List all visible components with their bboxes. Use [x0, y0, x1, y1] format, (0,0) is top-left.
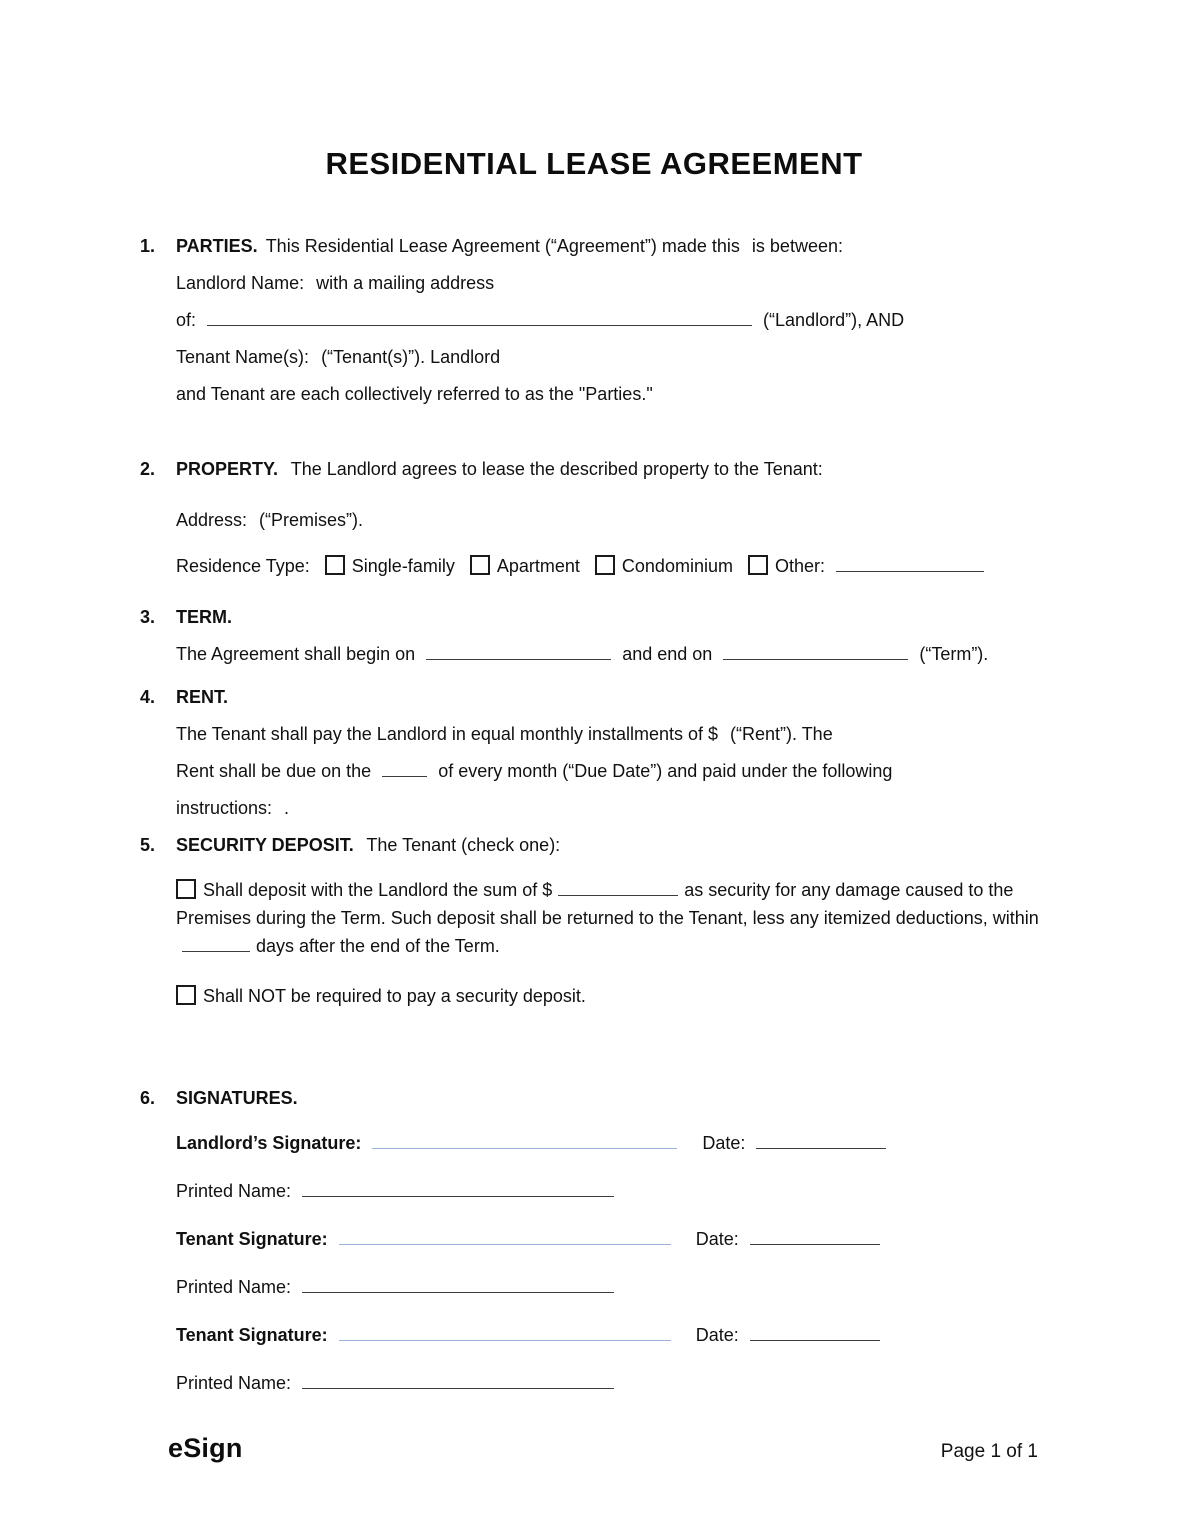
section-number: 3.: [140, 607, 156, 627]
rent-instructions-line: [176, 790, 1048, 827]
deposit-intro-text: The Tenant (check one):: [366, 835, 561, 855]
term-start-date-field[interactable]: [426, 643, 611, 660]
deposit-option2-text: Shall NOT be required to pay a security deposit.: [203, 986, 586, 1006]
residence-type-line: [176, 548, 1048, 585]
other-checkbox[interactable]: [748, 555, 768, 575]
section-heading: RENT.: [176, 687, 229, 707]
deposit-option-2: [176, 982, 1048, 1010]
term-end-date-field[interactable]: [723, 643, 908, 660]
deposit-option1-text-c: days after the end of the Term.: [256, 936, 500, 956]
rent-amount-tail: (“Rent”). The: [730, 724, 833, 744]
apartment-label: Apartment: [496, 556, 580, 576]
printed-name-label: Printed Name:: [176, 1181, 292, 1201]
residence-type-label: Residence Type:: [176, 556, 310, 576]
security-deposit-checkbox[interactable]: [176, 879, 196, 899]
rent-amount-text: The Tenant shall pay the Landlord in equal monthly installments of $: [176, 724, 719, 744]
date-label: Date:: [702, 1133, 746, 1153]
parties-intro-tail: is between:: [751, 236, 843, 256]
section-heading: SECURITY DEPOSIT.: [176, 835, 354, 855]
landlord-printed-name-row: [176, 1177, 1048, 1205]
parties-closing-line: and Tenant are each collectively referred to as the "Parties.": [176, 384, 653, 404]
section-heading: PARTIES.: [176, 236, 258, 256]
section-number: 4.: [140, 687, 156, 707]
rent-heading-line: [176, 679, 1048, 716]
landlord-name-line: [176, 265, 1048, 302]
parties-intro-line: [176, 228, 1048, 265]
condominium-checkbox[interactable]: [595, 555, 615, 575]
tenant-printed-name-row-1: [176, 1273, 1048, 1301]
page-number: Page 1 of 1: [940, 1441, 1038, 1462]
condominium-label: Condominium: [621, 556, 733, 576]
section-rent: [140, 679, 1048, 827]
page-footer: [168, 1433, 1038, 1464]
deposit-heading-line: [176, 827, 1048, 864]
esign-logo: eSign: [168, 1433, 243, 1463]
property-intro-text: The Landlord agrees to lease the described property to the Tenant:: [290, 459, 823, 479]
other-label: Other:: [774, 556, 826, 576]
section-property: [140, 451, 1048, 585]
section-security-deposit: [140, 827, 1048, 1010]
landlord-signature-field[interactable]: [372, 1132, 677, 1149]
rent-due-line: [176, 753, 1048, 790]
tenant-signature-field-1[interactable]: [339, 1228, 671, 1245]
address-label: Address:: [176, 510, 248, 530]
tenant-name-line: [176, 339, 1048, 376]
section-signatures: [140, 1080, 1048, 1417]
deposit-amount-field[interactable]: [558, 879, 678, 896]
tenant-printed-name-field-1[interactable]: [302, 1276, 614, 1293]
tenant-printed-name-row-2: [176, 1369, 1048, 1397]
property-address-line: [176, 502, 1048, 539]
section-number: 2.: [140, 459, 156, 479]
landlord-printed-name-field[interactable]: [302, 1180, 614, 1197]
term-heading-line: [176, 599, 1048, 636]
section-heading: PROPERTY.: [176, 459, 279, 479]
printed-name-label: Printed Name:: [176, 1277, 292, 1297]
term-begin-text: The Agreement shall begin on: [176, 644, 416, 664]
section-number: 5.: [140, 835, 156, 855]
tenant-name-tail: (“Tenant(s)”). Landlord: [321, 347, 501, 367]
rent-due-text: Rent shall be due on the: [176, 761, 372, 781]
premises-tail: (“Premises”).: [259, 510, 364, 530]
landlord-address-tail: (“Landlord”), AND: [763, 310, 905, 330]
section-number: 1.: [140, 236, 156, 256]
landlord-signature-date-field[interactable]: [756, 1132, 886, 1149]
single-family-label: Single-family: [351, 556, 455, 576]
tenant-signature-field-2[interactable]: [339, 1324, 671, 1341]
landlord-address-line: [176, 302, 1048, 339]
rent-due-day-field[interactable]: [382, 760, 427, 777]
deposit-option-1: [176, 876, 1048, 960]
landlord-name-label: Landlord Name:: [176, 273, 305, 293]
no-deposit-checkbox[interactable]: [176, 985, 196, 1005]
tenant-name-label: Tenant Name(s):: [176, 347, 310, 367]
rent-amount-line: [176, 716, 1048, 753]
parties-intro-text: This Residential Lease Agreement (“Agreement”) made this: [265, 236, 740, 256]
document-title: RESIDENTIAL LEASE AGREEMENT: [325, 146, 863, 181]
tenant-signature-label: Tenant Signature:: [176, 1229, 328, 1249]
tenant-printed-name-field-2[interactable]: [302, 1372, 614, 1389]
term-dates-line: [176, 636, 1048, 673]
tenant-signature-date-field-2[interactable]: [750, 1324, 880, 1341]
section-number: 6.: [140, 1088, 156, 1108]
tenant-signature-label: Tenant Signature:: [176, 1325, 328, 1345]
term-tail: (“Term”).: [919, 644, 989, 664]
date-label: Date:: [695, 1325, 739, 1345]
section-heading: SIGNATURES.: [176, 1088, 298, 1108]
section-heading: TERM.: [176, 607, 232, 627]
tenant-signature-row-1: [176, 1225, 1048, 1253]
rent-due-tail: of every month (“Due Date”) and paid under the following: [438, 761, 893, 781]
tenant-signature-row-2: [176, 1321, 1048, 1349]
apartment-checkbox[interactable]: [470, 555, 490, 575]
signatures-heading-line: [176, 1080, 1048, 1117]
section-term: [140, 599, 1048, 673]
landlord-address-label: of:: [176, 310, 197, 330]
tenant-signature-date-field-1[interactable]: [750, 1228, 880, 1245]
residence-other-field[interactable]: [836, 555, 984, 572]
landlord-signature-label: Landlord’s Signature:: [176, 1133, 362, 1153]
deposit-option1-text-b: as security for any damage caused to the Premises during the Term. Such deposit shall be returned to the Tenant, less any itemized deductions, within: [176, 880, 1039, 928]
date-label: Date:: [695, 1229, 739, 1249]
deposit-option1-text-a: Shall deposit with the Landlord the sum of $: [203, 880, 553, 900]
property-intro-line: [176, 451, 1048, 488]
term-end-text: and end on: [622, 644, 713, 664]
deposit-return-days-field[interactable]: [182, 935, 250, 952]
landlord-name-tail: with a mailing address: [316, 273, 495, 293]
instructions-period: .: [284, 798, 290, 818]
landlord-signature-row: [176, 1129, 1048, 1157]
instructions-label: instructions:: [176, 798, 273, 818]
section-parties: [140, 228, 1048, 413]
landlord-address-field[interactable]: [207, 309, 752, 326]
single-family-checkbox[interactable]: [325, 555, 345, 575]
printed-name-label: Printed Name:: [176, 1373, 292, 1393]
